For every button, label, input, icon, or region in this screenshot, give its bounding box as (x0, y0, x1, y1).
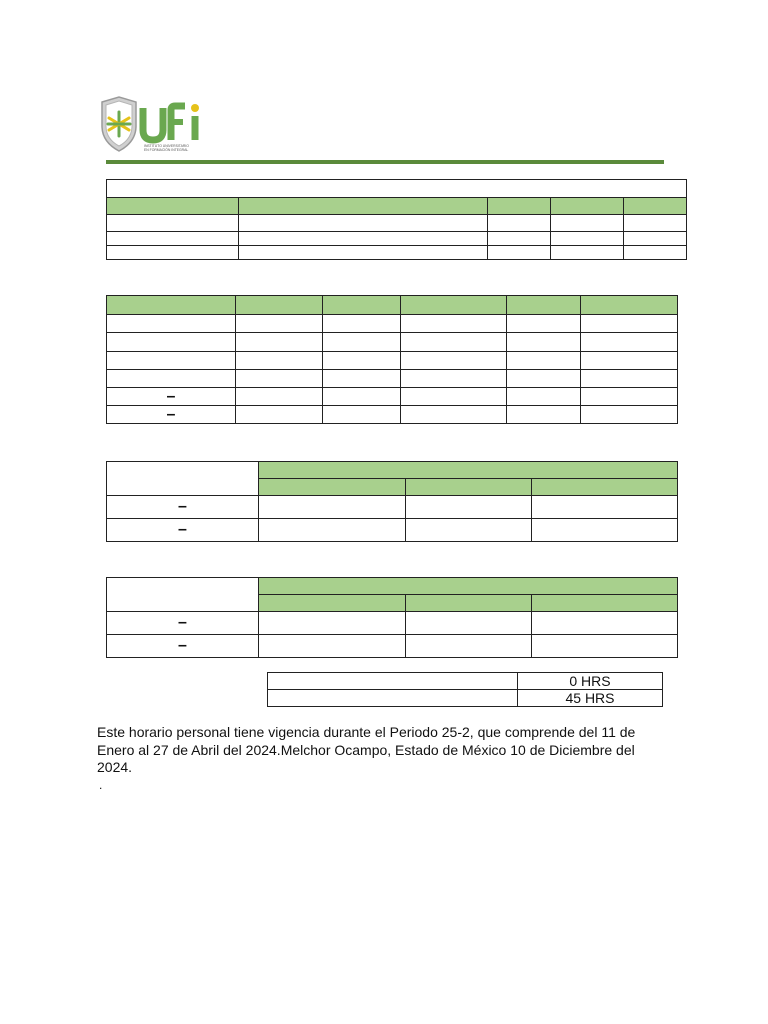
table-hours-totals (267, 672, 663, 707)
table2-header-row (107, 296, 678, 315)
table-row (107, 315, 678, 333)
row-mark: – (107, 635, 259, 658)
table-row (268, 673, 663, 690)
table-row (107, 635, 678, 658)
svg-text:EN FORMACIÓN INTEGRAL: EN FORMACIÓN INTEGRAL (144, 148, 189, 152)
table-row (107, 388, 678, 406)
row-mark: – (107, 612, 259, 635)
trailing-dot: . (99, 778, 103, 792)
table-row (107, 519, 678, 542)
table-row (107, 352, 678, 370)
total-hours-2: 45 HRS (518, 690, 663, 707)
table-general-info (106, 179, 687, 260)
table-block-b (106, 577, 678, 658)
table-row (107, 232, 687, 246)
table-row (107, 406, 678, 424)
header-rule (106, 160, 664, 164)
table-row (107, 496, 678, 519)
row-mark: – (107, 406, 236, 424)
table-row (268, 690, 663, 707)
logo-subtitle: INSTITUTO UNIVERSITARIO (144, 144, 189, 148)
table-schedule (106, 295, 678, 424)
row-mark: – (107, 496, 259, 519)
table-row (107, 370, 678, 388)
total-hours-1: 0 HRS (518, 673, 663, 690)
table1-title-cell (107, 180, 687, 198)
table-block-a (106, 461, 678, 542)
validity-statement: Este horario personal tiene vigencia durante el Periodo 25-2, que comprende del 11 de Enero al 27 de Abril del 2024.Melchor Ocampo, Estado de México 10 de Diciembre del 2024. (97, 724, 636, 775)
table-row (107, 612, 678, 635)
table4-group-header (259, 578, 678, 595)
table3-group-header (259, 462, 678, 479)
table-row (107, 215, 687, 232)
table-row (107, 246, 687, 260)
row-mark: – (107, 388, 236, 406)
institution-logo (99, 96, 209, 154)
table-row (107, 333, 678, 352)
table1-header-row (107, 198, 687, 215)
row-mark: – (107, 519, 259, 542)
